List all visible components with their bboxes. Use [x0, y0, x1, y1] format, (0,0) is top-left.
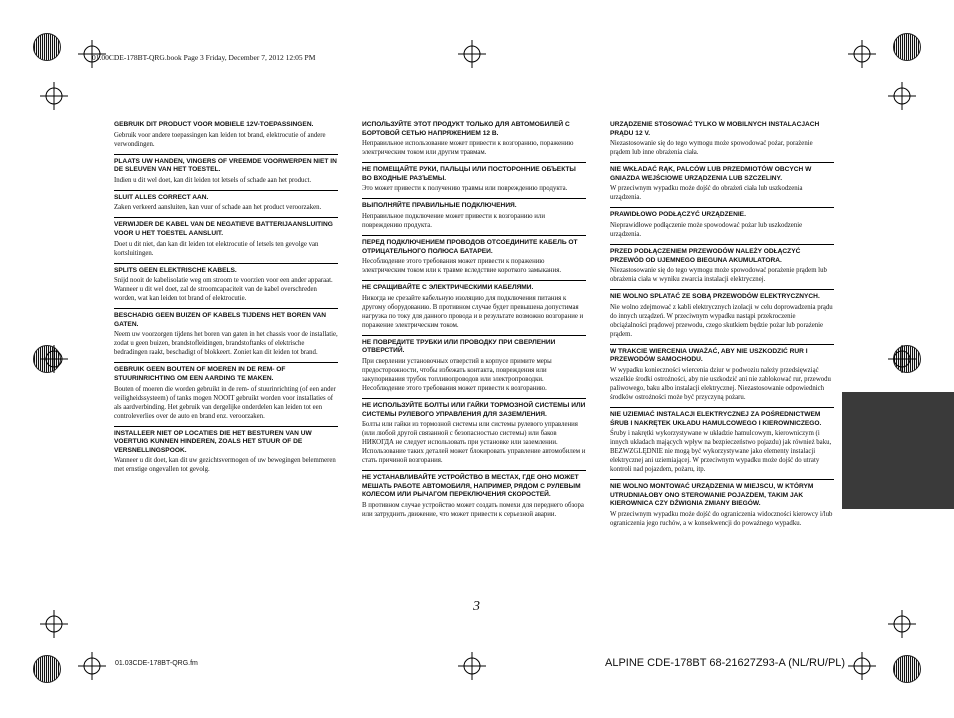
section-body: Болты или гайки из тормозной системы или системы рулевого управления (или любой другой связанной с безопасностью системы) или баков НИКОГДА не следует использовать при установке или заземлении. Использование таких деталей может блокировать управление автомобилем и стать причиной возгорания.	[362, 421, 586, 465]
section	[362, 280, 586, 330]
crosshair-icon	[40, 345, 68, 373]
crosshair-icon	[458, 40, 486, 68]
page-number: 3	[473, 599, 480, 614]
column-nl	[114, 118, 338, 479]
language-side-tab	[842, 392, 954, 509]
section-body: Несоблюдение этого требования может привести к поражению электрическим током или к травме вследствие короткого замыкания.	[362, 258, 562, 275]
registration-dial-bottom-left	[33, 655, 61, 683]
section-title: PRAWIDŁOWO PODŁĄCZYĆ URZĄDZENIE.	[610, 211, 746, 219]
section-body: В противном случае устройство может создать помехи для переднего обзора или затруднить движение, что может привести к серьезной аварии.	[362, 501, 584, 518]
section-title: W TRAKCIE WIERCENIA UWAŻAĆ, ABY NIE USZKODZIĆ RUR I PRZEWODÓW SAMOCHODU.	[610, 347, 808, 364]
section	[362, 470, 586, 519]
column-ru	[362, 118, 586, 524]
section-title: NIE WOLNO SPLATAĆ ZE SOBĄ PRZEWODÓW ELEKTRYCZNYCH.	[610, 293, 820, 301]
section-body: При сверлении установочных отверстий в корпусе примите меры предосторожности, чтобы избежать контакта, повреждения или закупоривания трубок топливопроводов или электропроводки. Несоблюдение этого требования может привести к возгоранию.	[362, 357, 552, 392]
section-body: Neem uw voorzorgen tijdens het boren van gaten in het chassis voor de installatie, zodat u geen buizen, brandstofleidingen, brandstoftanks of elektrische bedradingen raakt, beschadigt of blokkeert. Zoniet kan dit leiden tot brand.	[114, 331, 338, 357]
crosshair-icon	[888, 610, 916, 638]
section-body: Niezastosowanie się do tego wymogu może spowodować porażenie prądem lub obrażenia ciała w wyniku zwarcia instalacji elektrycznej.	[610, 267, 827, 284]
section-body: Это может привести к получению травмы или повреждению продукта.	[362, 185, 568, 193]
section	[114, 118, 338, 149]
section-title: НЕ ПОВРЕДИТЕ ТРУБКИ ИЛИ ПРОВОДКУ ПРИ СВЕРЛЕНИИ ОТВЕРСТИЙ.	[362, 338, 556, 355]
section-title: BESCHADIG GEEN BUIZEN OF KABELS TIJDENS HET BOREN VAN GATEN.	[114, 312, 326, 328]
section-body: Niezastosowanie się do tego wymogu może spowodować pożar, porażenie prądem lub inne obrażenia ciała.	[610, 140, 813, 157]
section-title: VERWIJDER DE KABEL VAN DE NEGATIEVE BATTERIJAANSLUITING VOOR U HET TOESTEL AANSLUIT.	[114, 221, 333, 237]
section-body: Неправильное использование может привести к возгоранию, поражению электрическим током или другим травмам.	[362, 140, 574, 157]
section-title: NIE WKŁADAĆ RĄK, PALCÓW LUB PRZEDMIOTÓW OBCYCH W GNIAZDA WEJŚCIOWE URZĄDZENIA LUB SZCZELINY.	[610, 166, 812, 182]
section-body: Nie wolno zdejmować z kabli elektrycznych izolacji w celu doprowadzenia prądu do innych urządzeń. W przeciwnym wypadku nastąpi przekroczenie obciążalności prądowej przewodu, czego skutkiem będzie pożar lub porażenie prądem.	[610, 303, 833, 338]
section-title: URZĄDZENIE STOSOWAĆ TYLKO W MOBILNYCH INSTALACJACH PRĄDU 12 V.	[610, 121, 820, 137]
section-title: НЕ УСТАНАВЛИВАЙТЕ УСТРОЙСТВО В МЕСТАХ, ГДЕ ОНО МОЖЕТ МЕШАТЬ РАБОТЕ АВТОМОБИЛЯ, НАПРИМЕР, РЯДОМ С РУЛЕВЫМ КОЛЕСОМ ИЛИ РЫЧАГОМ ПЕРЕКЛЮЧЕНИЯ СКОРОСТЕЙ.	[362, 474, 581, 499]
section	[362, 162, 586, 193]
section-body: W przeciwnym wypadku może dojść do obrażeń ciała lub uszkodzenia urządzenia.	[610, 185, 803, 202]
section-title: НЕ ПОМЕЩАЙТЕ РУКИ, ПАЛЬЦЫ ИЛИ ПОСТОРОННИЕ ОБЪЕКТЫ ВО ВХОДНЫЕ РАЗЪЕМЫ.	[362, 166, 576, 182]
section	[610, 118, 834, 157]
crosshair-icon	[78, 652, 106, 680]
crosshair-icon	[848, 40, 876, 68]
section-title: GEBRUIK GEEN BOUTEN OF MOEREN IN DE REM- OF STUURINRICHTING OM EEN AARDING TE MAKEN.	[114, 366, 286, 382]
section-title: NIE UZIEMIAĆ INSTALACJI ELEKTRYCZNEJ ZA POŚREDNICTWEM ŚRUB I NAKRĘTEK UKŁADU HAMULCOWEGO I KIEROWNICZEGO.	[610, 410, 822, 427]
section-body: Gebruik voor andere toepassingen kan leiden tot brand, elektrocutie of andere verwondingen.	[114, 131, 326, 148]
column-pl	[610, 118, 834, 533]
section	[114, 308, 338, 357]
crosshair-icon	[888, 345, 916, 373]
section	[114, 154, 338, 185]
registration-dial-bottom-right	[893, 655, 921, 683]
section-title: ИСПОЛЬЗУЙТЕ ЭТОТ ПРОДУКТ ТОЛЬКО ДЛЯ АВТОМОБИЛЕЙ С БОРТОВОЙ СЕТЬЮ НАПРЯЖЕНИЕМ 12 В.	[362, 121, 570, 137]
registration-dial-top-right	[893, 33, 921, 61]
crosshair-icon	[458, 652, 486, 680]
section-body: W przeciwnym wypadku może dojść do ograniczenia widoczności kierowcy i/lub ograniczenia jego ruchów, a w konsekwencji do poważnego wypadku.	[610, 510, 833, 527]
section-title: ВЫПОЛНЯЙТЕ ПРАВИЛЬНЫЕ ПОДКЛЮЧЕНИЯ.	[362, 202, 517, 210]
section	[610, 407, 834, 474]
section-body: Bouten of moeren die worden gebruikt in de rem- of stuurinrichting (of een ander veiligheidssysteem) of tanks mogen NOOIT gebruikt worden voor installaties of als aardverbinding. Het gebruik van dergelijke onderdelen kan leiden tot een controleverlies over de auto en brand enz. veroorzaken.	[114, 385, 336, 420]
section-body: Doet u dit niet, dan kan dit leiden tot elektrocutie of letsels ten gevolge van kortsluitingen.	[114, 240, 319, 257]
section	[610, 479, 834, 528]
footer-file-name: 01.03CDE-178BT-QRG.fm	[115, 660, 198, 667]
section	[610, 289, 834, 339]
section	[362, 235, 586, 275]
section-title: PRZED PODŁĄCZENIEM PRZEWODÓW NALEŻY ODŁĄCZYĆ PRZEWÓD OD UJEMNEGO BIEGUNA AKUMULATORA.	[610, 247, 801, 264]
section-title: NIE WOLNO MONTOWAĆ URZĄDZENIA W MIEJSCU, W KTÓRYM UTRUDNIAŁOBY ONO STEROWANIE POJAZDEM, TAKIM JAK KIEROWNICA CZY DŹWIGNIA ZMIANY BIEGÓW.	[610, 483, 814, 508]
crosshair-icon	[888, 82, 916, 110]
footer-model-code: ALPINE CDE-178BT 68-21627Z93-A (NL/RU/PL)	[605, 657, 846, 669]
section	[610, 162, 834, 202]
section	[114, 263, 338, 304]
section	[362, 118, 586, 157]
section-body: Snijd nooit de kabelisolatie weg om stroom te voorzien voor een ander apparaat. Wanneer u dit wel doet, zal de stroomcapaciteit van de kabel overschreden worden, wat kan leiden tot brand of elektrocutie.	[114, 277, 333, 303]
section	[362, 335, 586, 393]
registration-dial-top-left	[33, 33, 61, 61]
section-body: Indien u dit wel doet, kan dit leiden tot letsels of schade aan het product.	[114, 176, 312, 184]
section	[610, 244, 834, 284]
section-title: GEBRUIK DIT PRODUCT VOOR MOBIELE 12V-TOEPASSINGEN.	[114, 121, 314, 128]
section-body: Zaken verkeerd aansluiten, kan vuur of schade aan het product veroorzaken.	[114, 204, 322, 212]
section-title: SLUIT ALLES CORRECT AAN.	[114, 193, 209, 201]
crosshair-icon	[40, 610, 68, 638]
crosshair-icon	[848, 652, 876, 680]
section	[114, 362, 338, 420]
section-title: НЕ ИСПОЛЬЗУЙТЕ БОЛТЫ ИЛИ ГАЙКИ ТОРМОЗНОЙ СИСТЕМЫ ИЛИ СИСТЕМЫ РУЛЕВОГО УПРАВЛЕНИЯ ДЛЯ ЗАЗЕМЛЕНИЯ.	[362, 401, 586, 418]
section	[114, 190, 338, 213]
section-title: ПЕРЕД ПОДКЛЮЧЕНИЕМ ПРОВОДОВ ОТСОЕДИНИТЕ КАБЕЛЬ ОТ ОТРИЦАТЕЛЬНОГО ПОЛЮСА БАТАРЕИ.	[362, 238, 578, 255]
section-title: SPLITS GEEN ELEKTRISCHE KABELS.	[114, 266, 237, 274]
section-body: Wanneer u dit doet, kan dit uw gezichtsvermogen of uw bewegingen belemmeren met ernstige ongevallen tot gevolg.	[114, 457, 336, 474]
book-header-line: 01.00CDE-178BT-QRG.book Page 3 Friday, December 7, 2012 12:05 PM	[92, 53, 316, 62]
section	[362, 398, 586, 465]
section-title: INSTALLEER NIET OP LOCATIES DIE HET BESTUREN VAN UW VOERTUIG KUNNEN HINDEREN, ZOALS HET STUUR OF DE VERSNELLINGSPOOK.	[114, 429, 312, 454]
section	[114, 426, 338, 475]
section-body: Śruby i nakrętki wykorzystywane w układzie hamulcowym, kierowniczym (i innych układach mających wpływ na bezpieczeństwo pojazdu) jak również baku, BEZWZGLĘDNIE nie mogą być wykorzystywane jako elementy instalacji elektrycznej ani uziemiającej. W przeciwnym wypadku może dojść do utraty kontroli nad pojazdem, pożaru, itp.	[610, 430, 832, 474]
section	[610, 207, 834, 239]
section	[114, 217, 338, 257]
section-body: Неправильное подключение может привести к возгоранию или повреждению продукта.	[362, 212, 545, 229]
section-title: PLAATS UW HANDEN, VINGERS OF VREEMDE VOORWERPEN NIET IN DE SLEUVEN VAN HET TOESTEL.	[114, 157, 337, 174]
section-body: W wypadku konieczności wiercenia dziur w podwoziu należy przedsięwziąć wszelkie środki ostrożności, aby nie uszkodzić ani nie zablokować rur, przewodu paliwowego, baku albo instalacji elektrycznej. Niezastosowanie odpowiednich środków ostrożności może być przyczyną pożaru.	[610, 366, 831, 401]
section	[362, 198, 586, 230]
crosshair-icon	[40, 82, 68, 110]
section-body: Никогда не срезайте кабельную изоляцию для подключения питания к другому оборудованию. В противном случае будет превышена допустимая нагрузка по току для данного провода и в результате возможно возгорание и поражение электрическим током.	[362, 294, 584, 329]
section-body: Nieprawidłowe podłączenie może spowodować pożar lub uszkodzenie urządzenia.	[610, 221, 803, 238]
section-title: НЕ СРАЩИВАЙТЕ С ЭЛЕКТРИЧЕСКИМИ КАБЕЛЯМИ.	[362, 284, 534, 292]
section	[610, 344, 834, 402]
